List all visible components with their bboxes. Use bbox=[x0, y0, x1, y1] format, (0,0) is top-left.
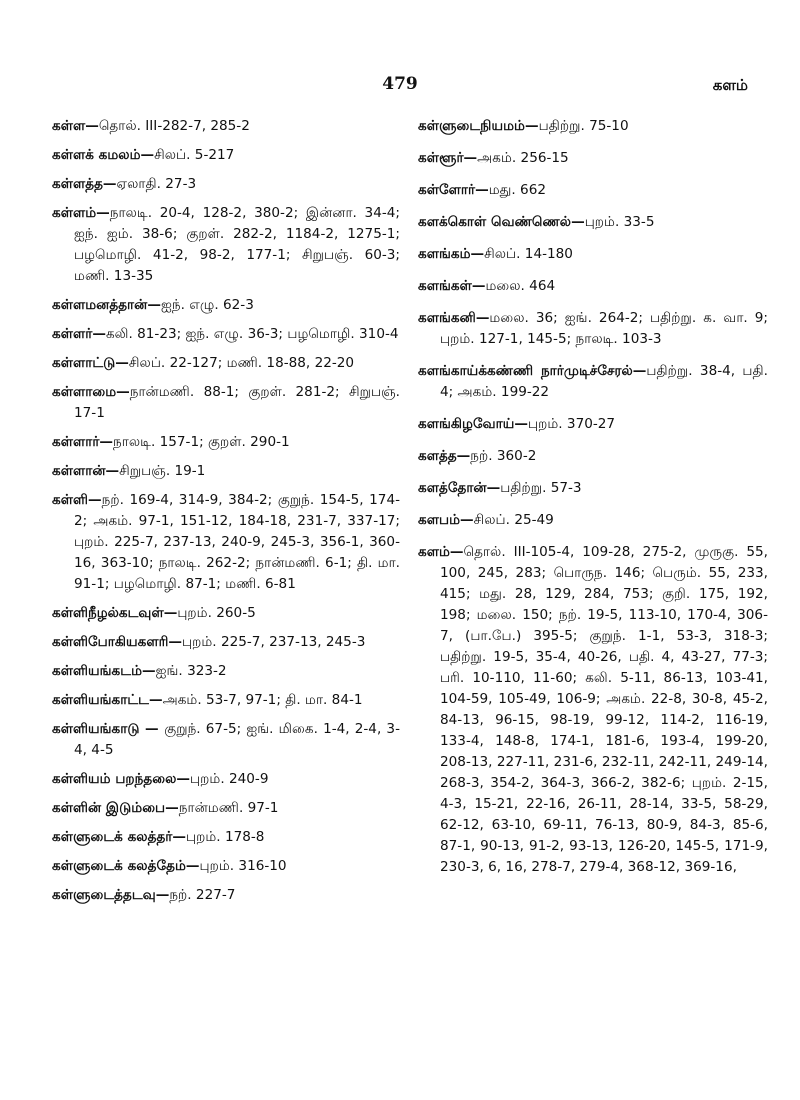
entry-references: குறுந். 67-5; ஐங். மிகை. 1-4, 2-4, 3-4, 4-5 bbox=[74, 721, 400, 758]
index-entry bbox=[52, 382, 400, 424]
index-entry bbox=[52, 719, 400, 761]
entry-references: பதிற்று. 57-3 bbox=[500, 480, 582, 496]
index-entry bbox=[418, 276, 768, 297]
index-entry bbox=[52, 769, 400, 790]
index-entry bbox=[52, 603, 400, 624]
entry-headword: கள்ளூர்— bbox=[418, 150, 478, 166]
entry-references: நாலடி. 20-4, 128-2, 380-2; இன்னா. 34-4; ஐந். ஐம். 38-6; குறள். 282-2, 1184-2, 1275-1; பழமொழி. 41-2, 98-2, 177-1; சிறுபஞ். 60-3; மணி. 13-35 bbox=[74, 205, 400, 284]
entry-references: தொல். III-105-4, 109-28, 275-2, முருகு. 55, 100, 245, 283; பொருந. 146; பெரும். 55, 233, 415; மது. 28, 129, 284, 753; குறி. 175, 192, 198; மலை. 150; நற். 19-5, 113-10, 170-4, 306-7, (பா.பே.) 395-5; குறுந். 1-1, 53-3, 318-3; பதிற்று. 19-5, 35-4, 40-26, பதி. 4, 43-27, 77-3; பரி. 10-110, 11-60; கலி. 5-11, 86-13, 103-41, 104-59, 105-49, 106-9; அகம். 22-8, 30-8, 45-2, 84-13, 96-15, 98-19, 99-12, 114-2, 116-19, 133-4, 148-8, 174-1, 181-6, 193-4, 199-20, 208-13, 227-11, 231-6, 232-11, 242-11, 249-14, 268-3, 354-2, 364-3, 366-2, 382-6; புறம். 2-15, 4-3, 15-21, 22-16, 26-11, 28-14, 33-5, 58-29, 62-12, 63-10, 69-11, 76-13, 80-9, 84-3, 85-6, 87-1, 90-13, 91-2, 93-13, 126-20, 145-5, 171-9, 230-3, 6, 16, 278-7, 279-4, 368-12, 369-16, bbox=[440, 544, 768, 875]
entry-references: மது. 662 bbox=[488, 182, 547, 198]
index-entry bbox=[52, 116, 400, 137]
entry-references: கலி. 81-23; ஐந். எழு. 36-3; பழமொழி. 310-4 bbox=[105, 326, 399, 342]
entry-references: அகம். 53-7, 97-1; தி. மா. 84-1 bbox=[162, 692, 363, 708]
entry-references: நாலடி. 157-1; குறள். 290-1 bbox=[113, 434, 290, 450]
entry-references: சிலப். 14-180 bbox=[484, 246, 573, 262]
entry-references: புறம். 316-10 bbox=[199, 858, 287, 874]
entry-references: நற். 360-2 bbox=[470, 448, 537, 464]
entry-headword: கள்ளோர்— bbox=[418, 182, 489, 198]
index-entry bbox=[418, 361, 768, 403]
running-head: களம் bbox=[712, 76, 748, 94]
entry-references: ஐங். 323-2 bbox=[155, 663, 227, 679]
entry-headword: களத்தோன்— bbox=[418, 480, 501, 496]
entry-references: மலை. 36; ஐங். 264-2; பதிற்று. க. வா. 9; புறம். 127-1, 145-5; நாலடி. 103-3 bbox=[440, 310, 768, 347]
entry-headword: கள்ளிபோகியகளரி— bbox=[52, 634, 182, 650]
index-entry bbox=[52, 432, 400, 453]
entry-headword: களங்கம்— bbox=[418, 246, 485, 262]
entry-references: ஐந். எழு. 62-3 bbox=[160, 297, 254, 313]
entry-headword: கள்ளிநீழல்கடவுள்— bbox=[52, 605, 178, 621]
entry-references: சிலப். 22-127; மணி. 18-88, 22-20 bbox=[128, 355, 355, 371]
entry-headword: கள்ளி— bbox=[52, 492, 102, 508]
index-entry bbox=[52, 798, 400, 819]
entry-references: புறம். 370-27 bbox=[527, 416, 616, 432]
index-entry bbox=[52, 490, 400, 595]
entry-headword: கள்ளம்— bbox=[52, 205, 110, 221]
right-column bbox=[418, 116, 768, 889]
entry-references: தொல். III-282-7, 285-2 bbox=[98, 118, 250, 134]
entry-headword: களம்— bbox=[418, 544, 464, 560]
entry-headword: களங்கிழவோய்— bbox=[418, 416, 528, 432]
entry-headword: களத்த— bbox=[418, 448, 471, 464]
entry-headword: கள்ளியம் பறந்தலை— bbox=[52, 771, 191, 787]
entry-references: சிலப். 5-217 bbox=[154, 147, 235, 163]
entry-references: புறம். 33-5 bbox=[584, 214, 655, 230]
index-entry bbox=[418, 446, 768, 467]
index-entry bbox=[52, 827, 400, 848]
index-entry bbox=[418, 244, 768, 265]
index-entry bbox=[52, 661, 400, 682]
entry-references: நற். 169-4, 314-9, 384-2; குறுந். 154-5, 174-2; அகம். 97-1, 151-12, 184-18, 231-7, 337-17; புறம். 225-7, 237-13, 240-9, 245-3, 356-1, 360-16, 363-10; நாலடி. 262-2; நான்மணி. 6-1; தி. மா. 91-1; பழமொழி. 87-1; மணி. 6-81 bbox=[74, 492, 400, 592]
entry-headword: கள்ளியங்காட்ட— bbox=[52, 692, 163, 708]
entry-headword: களங்கள்— bbox=[418, 278, 486, 294]
entry-references: நான்மணி. 97-1 bbox=[178, 800, 279, 816]
entry-references: புறம். 178-8 bbox=[186, 829, 265, 845]
index-entry bbox=[52, 690, 400, 711]
page-number: 479 bbox=[382, 74, 418, 94]
index-entry bbox=[52, 145, 400, 166]
entry-headword: கள்ளியங்காடு — bbox=[52, 721, 165, 737]
index-entry bbox=[52, 324, 400, 345]
entry-references: நற். 227-7 bbox=[169, 887, 236, 903]
entry-references: புறம். 240-9 bbox=[190, 771, 269, 787]
entry-references: புறம். 225-7, 237-13, 245-3 bbox=[182, 634, 366, 650]
entry-headword: களபம்— bbox=[418, 512, 474, 528]
entry-references: பதிற்று. 75-10 bbox=[538, 118, 629, 134]
entry-references: பதிற்று. 38-4, பதி. 4; அகம். 199-22 bbox=[440, 363, 768, 400]
index-entry bbox=[418, 116, 768, 137]
entry-headword: கள்ளின் இடும்பை— bbox=[52, 800, 179, 816]
index-entry bbox=[52, 632, 400, 653]
entry-references: மலை. 464 bbox=[485, 278, 556, 294]
entry-headword: கள்ளுடைக் கலத்தர்— bbox=[52, 829, 186, 845]
entry-headword: கள்ளர்— bbox=[52, 326, 106, 342]
index-entry bbox=[52, 353, 400, 374]
index-entry bbox=[52, 174, 400, 195]
index-entry bbox=[52, 856, 400, 877]
index-entry bbox=[52, 203, 400, 287]
index-entry bbox=[418, 148, 768, 169]
entry-headword: களக்கொள் வெண்ணெல்— bbox=[418, 214, 585, 230]
left-column bbox=[52, 116, 400, 914]
index-entry bbox=[52, 885, 400, 906]
entry-headword: கள்ளாட்டு— bbox=[52, 355, 129, 371]
entry-headword: கள்ளாமை— bbox=[52, 384, 130, 400]
entry-headword: கள்ளான்— bbox=[52, 463, 120, 479]
entry-headword: கள்ளுடைநியமம்— bbox=[418, 118, 539, 134]
entry-headword: கள்ளமனத்தான்— bbox=[52, 297, 161, 313]
index-entry bbox=[52, 295, 400, 316]
index-entry bbox=[418, 478, 768, 499]
index-entry bbox=[418, 510, 768, 531]
entry-references: சிறுபஞ். 19-1 bbox=[119, 463, 206, 479]
entry-headword: கள்ளத்த— bbox=[52, 176, 117, 192]
entry-references: நான்மணி. 88-1; குறள். 281-2; சிறுபஞ். 17-1 bbox=[74, 384, 400, 421]
entry-references: ஏலாதி. 27-3 bbox=[116, 176, 197, 192]
entry-references: சிலப். 25-49 bbox=[473, 512, 554, 528]
index-entry bbox=[418, 180, 768, 201]
entry-headword: கள்ளுடைக் கலத்தேம்— bbox=[52, 858, 200, 874]
entry-references: அகம். 256-15 bbox=[477, 150, 569, 166]
index-entry bbox=[418, 212, 768, 233]
entry-headword: களங்காய்க்கண்ணி நார்முடிச்சேரல்— bbox=[418, 363, 647, 379]
entry-headword: கள்ளார்— bbox=[52, 434, 114, 450]
entry-headword: கள்ளக் கமலம்— bbox=[52, 147, 155, 163]
index-entry bbox=[418, 542, 768, 878]
entry-references: புறம். 260-5 bbox=[177, 605, 256, 621]
entry-headword: கள்ள— bbox=[52, 118, 99, 134]
entry-headword: கள்ளுடைத்தடவு— bbox=[52, 887, 170, 903]
entry-headword: களங்கனி— bbox=[418, 310, 490, 326]
index-entry bbox=[418, 414, 768, 435]
entry-headword: கள்ளியங்கடம்— bbox=[52, 663, 156, 679]
index-entry bbox=[52, 461, 400, 482]
index-entry bbox=[418, 308, 768, 350]
